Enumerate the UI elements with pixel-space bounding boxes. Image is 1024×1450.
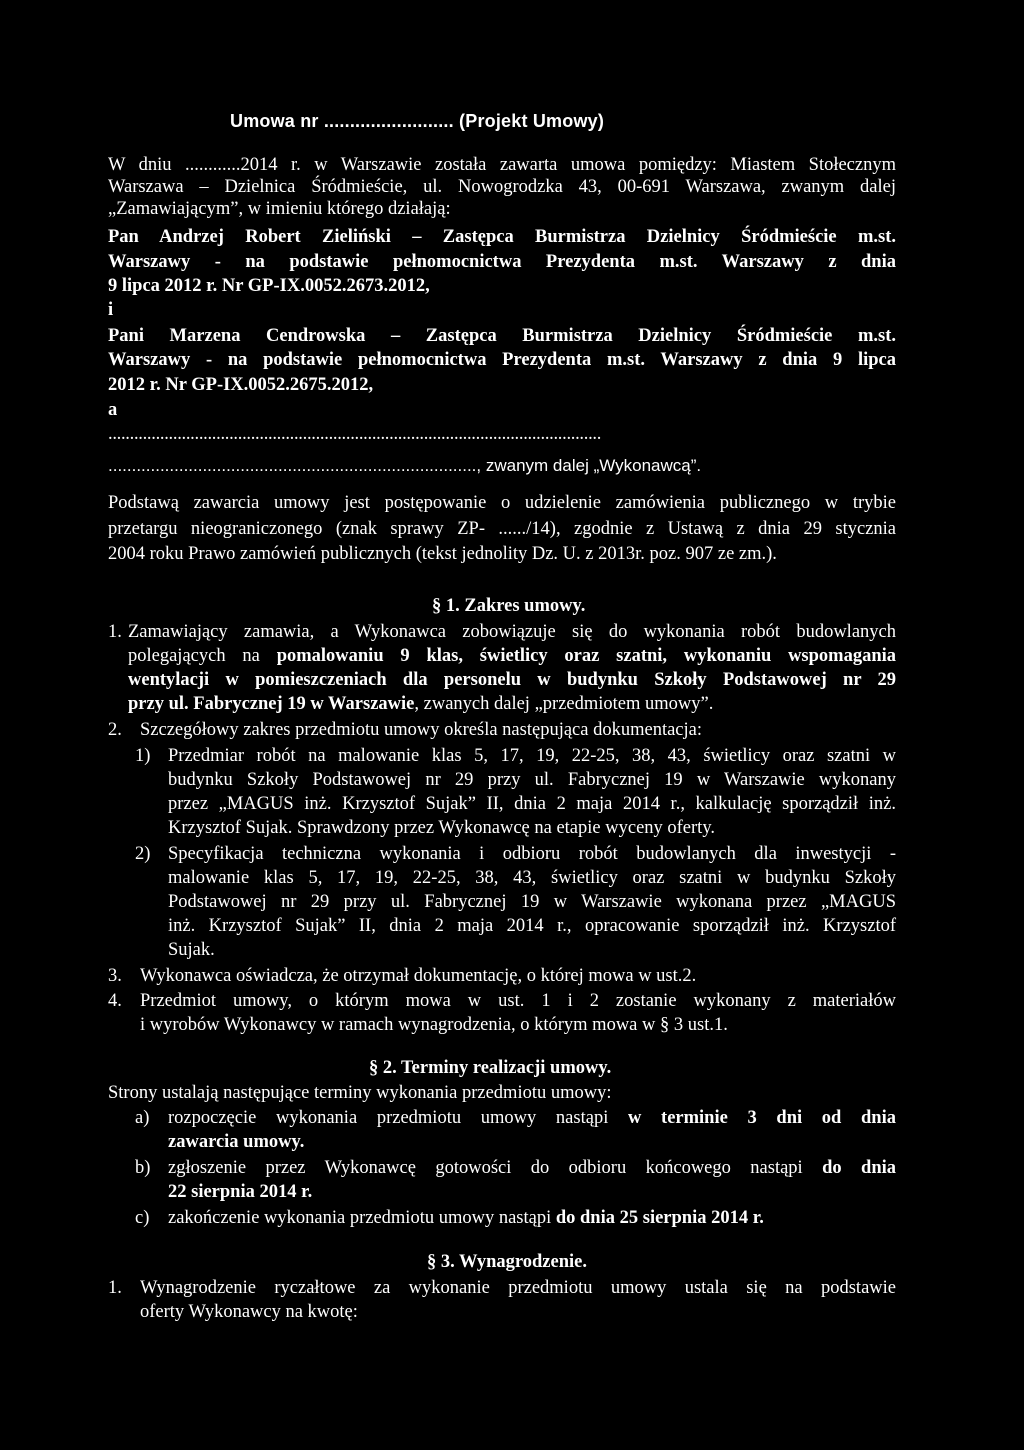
s1-sub1-text-1: Przedmiar robót na malowanie klas 5, 17, 19, 22-25, 38, 43, świetlicy oraz szatni w xyxy=(168,746,896,766)
s1-item-1-line xyxy=(128,645,896,667)
intro-text-1: W dniu ............2014 r. w Warszawie została zawarta umowa pomiędzy: Miastem Stołecznym xyxy=(108,155,896,175)
s1-p1-text-1: Zamawiający zamawia, a Wykonawca zobowiązuje się do wykonania robót budowlanych xyxy=(128,622,896,642)
s2-a-text-1b: w terminie 3 dni od dnia xyxy=(628,1108,896,1128)
s1-p1-text-3: wentylacji w pomieszczeniach dla personelu w budynku Szkoły Podstawowej nr 29 xyxy=(128,670,896,690)
s2-c-text-1b: do dnia 25 sierpnia 2014 r. xyxy=(555,1208,764,1228)
s1-sub-2-line xyxy=(168,915,896,937)
s1-item-number: 3. xyxy=(108,966,122,986)
s2-b-text-1b: do dnia xyxy=(822,1158,896,1178)
basis-text-1: Podstawą zawarcia umowy jest postępowanie o udzielenie zamówienia publicznego w trybie xyxy=(108,493,896,513)
s1-p4-text-1: Przedmiot umowy, o którym mowa w ust. 1 i 2 zostanie wykonany z materiałów xyxy=(140,991,896,1011)
document-title: Umowa nr ......................... (Projekt Umowy) xyxy=(230,111,605,131)
s1-sub-1-line: Krzysztof Sujak. Sprawdzony przez Wykonawcę na etapie wyceny oferty. xyxy=(168,818,715,838)
rep2-text-1: Pani Marzena Cendrowska – Zastępca Burmistrza Dzielnicy Śródmieście m.st. xyxy=(108,326,896,346)
s1-sub-1-line xyxy=(168,769,896,791)
s1-sub-1-line xyxy=(168,745,896,767)
representative-2 xyxy=(108,349,896,371)
s1-sub-number: 2) xyxy=(135,844,151,864)
s3-item-number: 1. xyxy=(108,1278,122,1298)
s1-sub2-text-3: Podstawowej nr 29 przy ul. Fabrycznej 19 w Warszawie wykonana przez „MAGUS xyxy=(168,892,896,912)
s2-item-a-line xyxy=(168,1107,896,1129)
basis-line xyxy=(108,492,896,514)
s2-a-text-1a: rozpoczęcie wykonania przedmiotu umowy nastąpi xyxy=(168,1108,629,1128)
rep1-text-1: Pan Andrzej Robert Zieliński – Zastępca Burmistrza Dzielnicy Śródmieście m.st. xyxy=(108,227,896,247)
s1-sub-2-line xyxy=(168,867,896,889)
section-3-heading: § 3. Wynagrodzenie. xyxy=(427,1252,587,1272)
s3-item-1-line: oferty Wykonawcy na kwotę: xyxy=(140,1302,358,1322)
s2-c-text-1a: zakończenie wykonania przedmiotu umowy nastąpi xyxy=(168,1208,556,1228)
s3-p1-text-1: Wynagrodzenie ryczałtowe za wykonanie przedmiotu umowy ustala się na podstawie xyxy=(140,1278,896,1298)
s1-sub1-text-3: przez „MAGUS inż. Krzysztof Sujak” II, dnia 2 maja 2014 r., kalkulację sporządził inż. xyxy=(168,794,896,814)
contractor-dotted-line: .................................................................................................................. xyxy=(108,424,602,444)
s3-item-1-line xyxy=(140,1277,896,1299)
s1-item-1-line xyxy=(128,621,896,643)
s2-item-b-line xyxy=(168,1157,896,1179)
s1-item-number: 1. xyxy=(108,622,122,642)
s2-item-a-line: zawarcia umowy. xyxy=(168,1132,305,1152)
s1-item-4-line xyxy=(140,990,896,1012)
s2-item-c-line xyxy=(168,1207,764,1229)
representative-1 xyxy=(108,251,896,273)
s2-item-b-line: 22 sierpnia 2014 r. xyxy=(168,1182,313,1202)
s1-sub-2-line xyxy=(168,891,896,913)
basis-line: 2004 roku Prawo zamówień publicznych (tekst jednolity Dz. U. z 2013r. poz. 907 ze zm.). xyxy=(108,544,777,564)
s1-p1-text-4b: , zwanych dalej „przedmiotem umowy”. xyxy=(414,694,714,714)
representative-1: 9 lipca 2012 r. Nr GP-IX.0052.2673.2012, xyxy=(108,276,430,296)
s2-letter: a) xyxy=(135,1108,150,1128)
s1-sub-1-line xyxy=(168,793,896,815)
conjunction-i: i xyxy=(108,300,114,320)
basis-text-2: przetargu nieograniczonego (znak sprawy ZP- ....../14), zgodnie z Ustawą z dnia 29 stycznia xyxy=(108,519,896,539)
s1-sub2-text-2: malowanie klas 5, 17, 19, 22-25, 38, 43, świetlicy oraz szatni w budynku Szkoły xyxy=(168,868,896,888)
basis-line xyxy=(108,518,896,540)
s1-p1-text-4a: przy ul. Fabrycznej 19 w Warszawie xyxy=(128,694,415,714)
s1-sub2-text-4: inż. Krzysztof Sujak” II, dnia 2 maja 2014 r., opracowanie sporządził inż. Krzysztof xyxy=(168,916,896,936)
s2-intro: Strony ustalają następujące terminy wykonania przedmiotu umowy: xyxy=(108,1083,612,1103)
s1-item-number: 2. xyxy=(108,720,122,740)
s1-item-1-line xyxy=(128,669,896,691)
s1-sub1-text-2: budynku Szkoły Podstawowej nr 29 przy ul. Fabrycznej 19 w Warszawie wykonany xyxy=(168,770,896,790)
section-1-heading: § 1. Zakres umowy. xyxy=(432,596,586,616)
intro-line xyxy=(108,176,896,198)
s1-p1-text-2a: polegających na xyxy=(128,646,277,666)
representative-2 xyxy=(108,325,896,347)
representative-1 xyxy=(108,226,896,248)
intro-text-2: Warszawa – Dzielnica Śródmieście, ul. Nowogrodzka 43, 00-691 Warszawa, zwanym dalej xyxy=(108,177,896,197)
rep1-text-2: Warszawy - na podstawie pełnomocnictwa Prezydenta m.st. Warszawy z dnia xyxy=(108,252,896,272)
rep2-text-2: Warszawy - na podstawie pełnomocnictwa Prezydenta m.st. Warszawy z dnia 9 lipca xyxy=(108,350,896,370)
s1-sub-number: 1) xyxy=(135,746,151,766)
s1-p1-text-2b: pomalowaniu 9 klas, świetlicy oraz szatni, wykonaniu wspomagania xyxy=(276,646,897,666)
s1-item-4-line: i wyrobów Wykonawcy w ramach wynagrodzenia, o którym mowa w § 3 ust.1. xyxy=(140,1015,728,1035)
representative-2: 2012 r. Nr GP-IX.0052.2675.2012, xyxy=(108,375,374,395)
intro-line xyxy=(108,154,896,176)
s1-item-1-line xyxy=(128,693,713,715)
s1-item-3-line: Wykonawca oświadcza, że otrzymał dokumentację, o której mowa w ust.2. xyxy=(140,966,697,986)
section-2-heading: § 2. Terminy realizacji umowy. xyxy=(369,1058,612,1078)
s2-b-text-1a: zgłoszenie przez Wykonawcę gotowości do odbioru końcowego nastąpi xyxy=(168,1158,823,1178)
s1-sub2-text-1: Specyfikacja techniczna wykonania i odbioru robót budowlanych dla inwestycji - xyxy=(168,844,896,864)
s2-letter: b) xyxy=(135,1158,151,1178)
intro-line: „Zamawiającym”, w imieniu którego działają: xyxy=(108,199,451,219)
conjunction-a: a xyxy=(108,400,118,420)
s1-sub-2-line: Sujak. xyxy=(168,940,215,960)
contractor-line: .............................................................................., zwanym dalej „Wykonawcą”. xyxy=(108,456,702,475)
s1-item-2-line: Szczegółowy zakres przedmiotu umowy określa następująca dokumentacja: xyxy=(140,720,702,740)
s1-sub-2-line xyxy=(168,843,896,865)
s2-letter: c) xyxy=(135,1208,150,1228)
s1-item-number: 4. xyxy=(108,991,122,1011)
